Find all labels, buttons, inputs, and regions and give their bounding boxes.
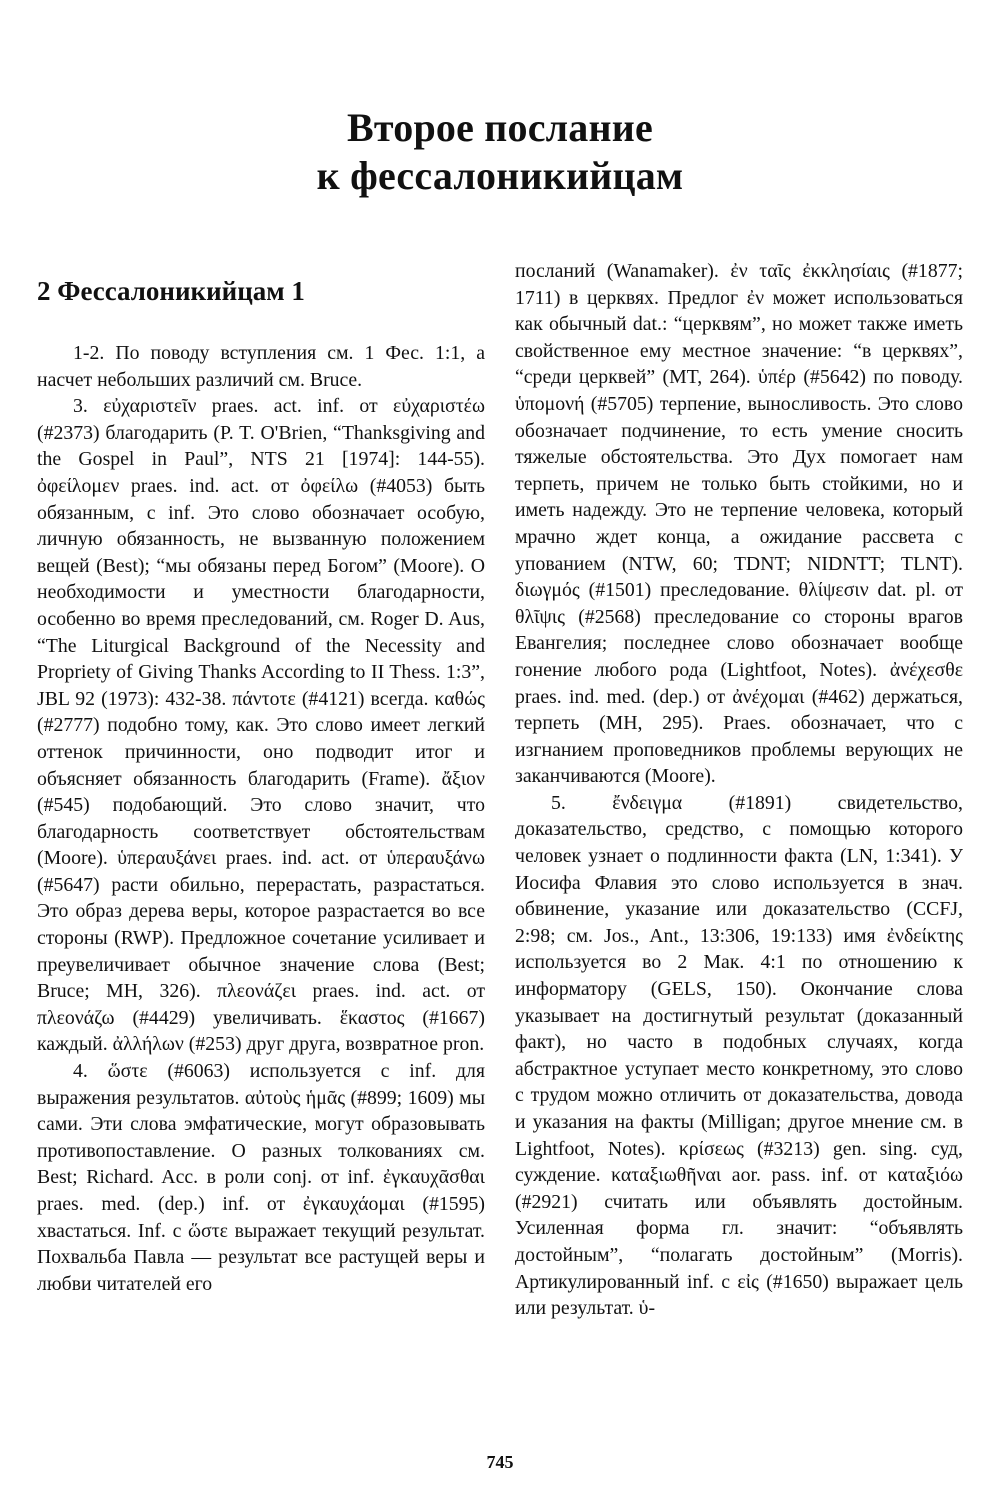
paragraph-verse-4-continued: посланий (Wanamaker). ἐν ταῖς ἐκκλησίαις (#1877; 1711) в церквях. Предлог ἐν может использоваться как обычный dat.: “церквям”, но может также иметь свойственное ему местное значение: “в церквях”, “среди церквей” (MT, 264). ὑπέρ (#5642) по поводу. ὑπομονή (#5705) терпение, выносливость. Это слово обозначает подчинение, то есть умение сносить тяжелые обстоятельства. Это Дух помогает нам терпеть, причем не только быть стойкими, но и иметь надежду. Это не терпение человека, который мрачно ждет конца, а ожидание рассвета с упованием (NTW, 60; TDNT; NIDNTT; TLNT). διωγμός (#1501) преследование. θλίψεσιν dat. pl. от θλῖψις (#2568) преследование со стороны врагов Евангелия; последнее слово обозначает вообще гонение любого рода (Lightfoot, Notes). ἀνέχεσθε praes. ind. med. (dep.) от ἀνέχομαι (#462) держаться, терпеть (MH, 295). Praes. обозначает, что с изгнанием проповедников проблемы верующих не заканчиваются (Moore). bbox=[515, 260, 963, 788]
paragraph-verse-5: 5. ἔνδειγμα (#1891) свидетельство, доказательство, средство, с помощью которого человек узнает о подлинности факта (LN, 1:341). У Иосифа Флавия это слово используется в знач. обвинение, указание или доказательство (CCFJ, 2:98; см. Jos., Ant., 13:306, 19:133) имя ἐνδείκτης используется во 2 Мак. 4:1 по отношению к информатору (GELS, 150). Окончание слова указывает на достигнутый результат (доказанный факт), но часто в подобных случаях, когда абстрактное уступает место конкретному, это слово с трудом можно отличить от доказательства, довода и указания на факты (Milligan; другое мнение см. в Lightfoot, Notes). κρίσεως (#3213) gen. sing. суд, суждение. καταξιωθῆναι aor. pass. inf. от καταξιόω (#2921) считать или объявлять достойным. Усиленная форма гл. значит: “объявлять достойным”, “полагать достойным” (Morris). Артикулированный inf. с εἰς (#1650) выражает цель или результат. ὑ- bbox=[515, 791, 963, 1320]
page-title-line-2: к фессалоникийцам bbox=[316, 153, 684, 198]
paragraph-verse-4: 4. ὥστε (#6063) используется с inf. для выражения результатов. αὐτοὺς ἡμᾶς (#899; 1609) мы сами. Эти слова эмфатические, могут образовывать противопоставление. О разных толкованиях см. Best; Richard. Acc. в роли conj. от inf. ἐγκαυχᾶσθαι praes. med. (dep.) inf. от ἐγκαυχάομαι (#1595) хвастаться. Inf. с ὥστε выражает текущий результат. Похвальба Павла — результат все растущей веры и любви читателей его bbox=[37, 1060, 485, 1295]
left-column bbox=[37, 340, 485, 1297]
right-column bbox=[515, 258, 963, 1322]
paragraph-verse-3: 3. εὐχαριστεῖν praes. act. inf. от εὐχαριστέω (#2373) благодарить (P. T. O'Brien, “Thanksgiving and the Gospel in Paul”, NTS 21 [1974]: 144-55). ὀφείλομεν praes. ind. act. от ὀφείλω (#4053) быть обязанным, с inf. Это слово обозначает особую, личную обязанность, не вызванную положением вещей (Best); “мы обязаны перед Богом” (Moore). О необходимости и уместности благодарности, особенно во время преследований, см. Roger D. Aus, “The Liturgical Background of the Necessity and Propriety of Giving Thanks According to II Thess. 1:3”, JBL 92 (1973): 432-38. πάντοτε (#4121) всегда. καθώς (#2777) подобно тому, как. Это слово имеет легкий оттенок причинности, оно подводит итог и объясняет обязанность благодарить (Frame). ἄξιον (#545) подобающий. Это слово значит, что благодарность соответствует обстоятельствам (Moore). ὑπεραυξάνει praes. ind. act. от ὑπεραυξάνω (#5647) расти обильно, перерастать, разрастаться. Это образ дерева веры, которое разрастается во все стороны (RWP). Предложное сочетание усиливает и преувеличивает обычное значение слова (Best; Bruce; MH, 326). πλεονάζει praes. ind. act. от πλεονάζω (#4429) увеличивать. ἕκαστος (#1667) каждый. ἀλλήλων (#253) друг друга, возвратное pron. bbox=[37, 395, 485, 1056]
page-title-line-1: Второе послание bbox=[347, 105, 653, 150]
page-title bbox=[0, 104, 1000, 200]
paragraph-verses-1-2: 1-2. По поводу вступления см. 1 Фес. 1:1, а насчет небольших различий см. Bruce. bbox=[37, 342, 485, 391]
section-heading: 2 Фессалоникийцам 1 bbox=[37, 276, 305, 306]
page-number: 745 bbox=[486, 1452, 514, 1472]
